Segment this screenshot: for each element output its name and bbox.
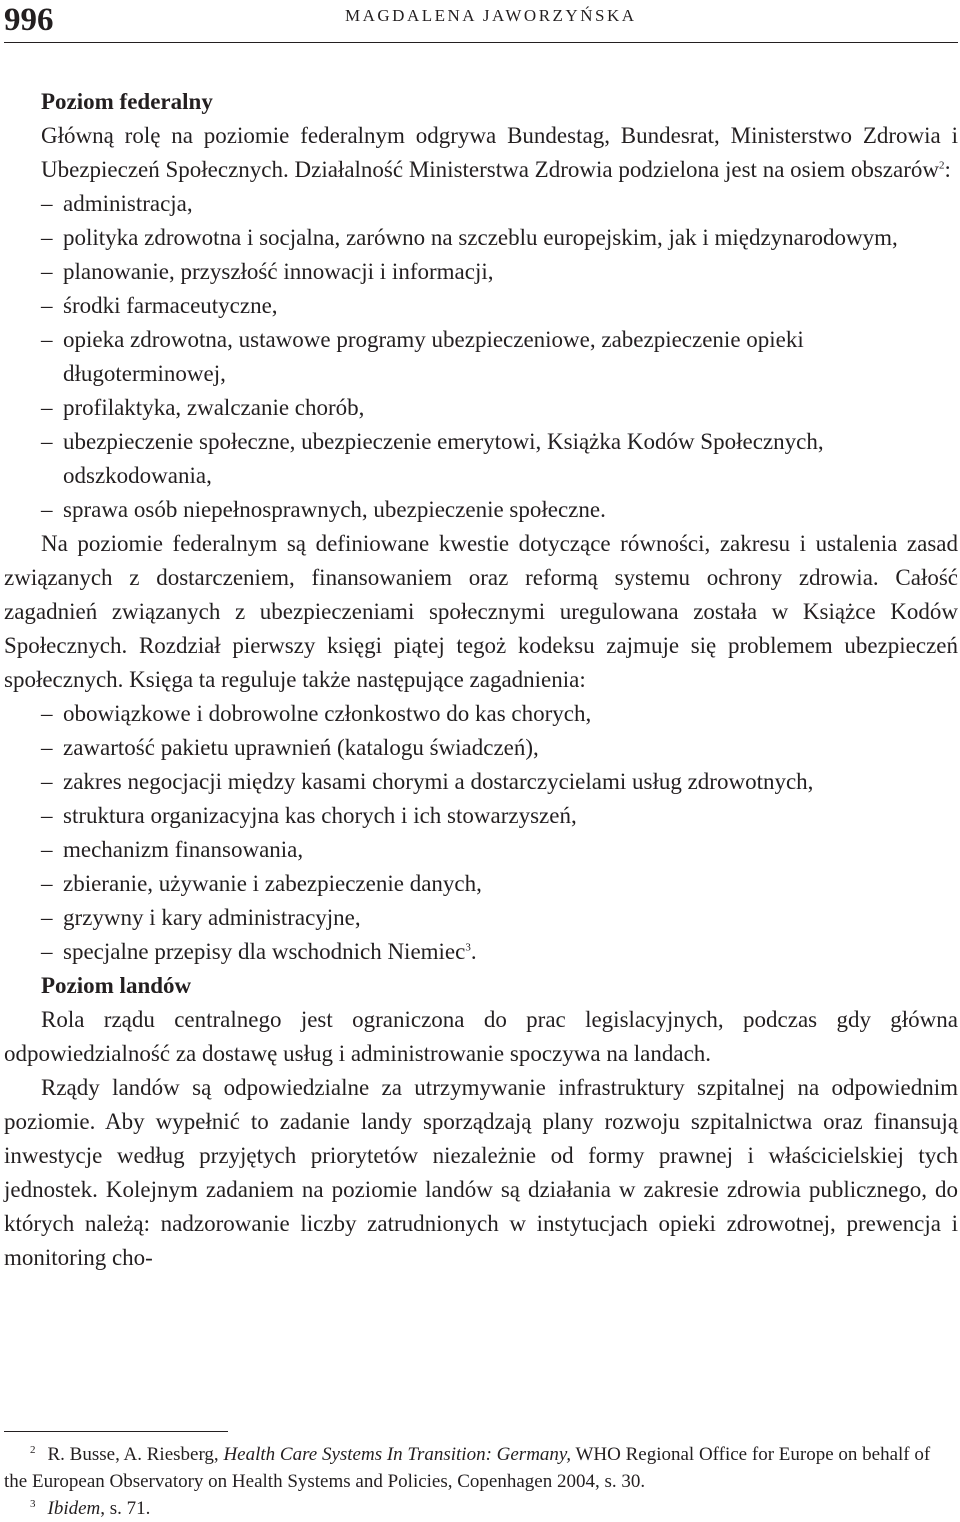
- section-heading-lands: Poziom landów: [41, 973, 192, 998]
- section-heading-federal: Poziom federalny: [41, 89, 213, 114]
- main-text: [4, 85, 958, 1275]
- page-header: [4, 0, 958, 43]
- footnote-separator: [4, 1431, 228, 1432]
- running-head: MAGDALENA JAWORZYŃSKA: [345, 6, 637, 25]
- paragraph-lands-1: Rola rządu centralnego jest ograniczona do prac legislacyjnych, podczas gdy główna odpowiedzialność za dostawę usług i administrowanie spoczywa na landach.: [4, 1007, 958, 1066]
- list-item: – mechanizm finansowania,: [41, 833, 958, 867]
- list-item: – zbieranie, używanie i zabezpieczenie danych,: [41, 867, 958, 901]
- paragraph-text-end: :: [944, 157, 951, 182]
- footnote-text: R. Busse, A. Riesberg,: [47, 1444, 224, 1465]
- footnote-title: Health Care Systems In Transition: Germany,: [223, 1444, 572, 1465]
- footnote-ref: 3: [465, 941, 471, 954]
- footnote-text-end: , s. 71.: [100, 1498, 151, 1519]
- list-item: [41, 935, 958, 969]
- page-number: 996: [4, 2, 54, 38]
- list-item: – zakres negocjacji między kasami chorymi a dostarczycielami usług zdrowotnych,: [41, 765, 958, 799]
- list-item-text: specjalne przepisy dla wschodnich Niemiec: [63, 939, 466, 964]
- list-item: – polityka zdrowotna i socjalna, zarówno na szczeblu europejskim, jak i międzynarodowym,: [41, 221, 958, 255]
- footnote-3: [4, 1495, 958, 1522]
- footnote-ref: 2: [938, 159, 945, 172]
- list-item: – grzywny i kary administracyjne,: [41, 901, 958, 935]
- paragraph-lands-2: Rządy landów są odpowiedzialne za utrzymywanie infrastruktury szpitalnej na odpowiednim poziomie. Aby wypełnić to zadanie landy sporządzają plany rozwoju szpitalnictwa oraz finansują inwestycje według przyjętych priorytetów niezależnie od formy prawnej i właścicielskiej tych jednostek. Kolejnym zadaniem na poziomie landów są działania w zakresie zdrowia publicznego, do których należą: nadzorowanie liczby zatrudnionych w instytucjach opieki zdrowotnej, prewencja i monitoring cho-: [4, 1075, 958, 1270]
- list-item: – obowiązkowe i dobrowolne członkostwo do kas chorych,: [41, 697, 958, 731]
- footnotes: [4, 1441, 958, 1522]
- list-item: – opieka zdrowotna, ustawowe programy ubezpieczeniowe, zabezpieczenie opieki długoterminowej,: [41, 323, 958, 391]
- list-item: – zawartość pakietu uprawnień (katalogu świadczeń),: [41, 731, 958, 765]
- footnote-mark: 2: [30, 1443, 36, 1456]
- paragraph-federal-definitions: Na poziomie federalnym są definiowane kwestie dotyczące równości, zakresu i ustalenia zasad związanych z dostarczeniem, finansowaniem oraz reformą systemu ochrony zdrowia. Całość zagadnień związanych z ubezpieczeniami społecznymi uregulowana została w Książce Kodów Społecznych. Rozdział pierwszy księgi piątej tegoż kodeksu zajmuje się problemem ubezpieczeń społecznych. Księga ta reguluje także następujące zagadnienia:: [4, 531, 958, 692]
- footnote-2: [4, 1441, 958, 1495]
- list-item: – administracja,: [41, 187, 958, 221]
- list-item: – sprawa osób niepełnosprawnych, ubezpieczenie społeczne.: [41, 493, 958, 527]
- ministry-areas-list: [4, 187, 958, 527]
- code-issues-list: [4, 697, 958, 969]
- list-item: – profilaktyka, zwalczanie chorób,: [41, 391, 958, 425]
- footnote-mark: 3: [30, 1497, 36, 1510]
- list-item-end: .: [470, 939, 477, 964]
- list-item: – struktura organizacyjna kas chorych i ich stowarzyszeń,: [41, 799, 958, 833]
- list-item: – planowanie, przyszłość innowacji i informacji,: [41, 255, 958, 289]
- list-item: – ubezpieczenie społeczne, ubezpieczenie emerytowi, Książka Kodów Społecznych, odszkodowania,: [41, 425, 958, 493]
- paragraph-federal-intro: [4, 119, 958, 187]
- footnote-title: Ibidem: [47, 1498, 101, 1519]
- paragraph-text: Główną rolę na poziomie federalnym odgrywa Bundestag, Bundesrat, Ministerstwo Zdrowia i Ubezpieczeń Społecznych. Działalność Ministerstwa Zdrowia podzielona jest na osiem obszarów: [41, 123, 958, 182]
- footnote-text-end: WHO Regional Office for Europe on behalf of the European Observatory on Health Systems and Policies, Copenhagen 2004, s. 30.: [4, 1444, 931, 1492]
- list-item: – środki farmaceutyczne,: [41, 289, 958, 323]
